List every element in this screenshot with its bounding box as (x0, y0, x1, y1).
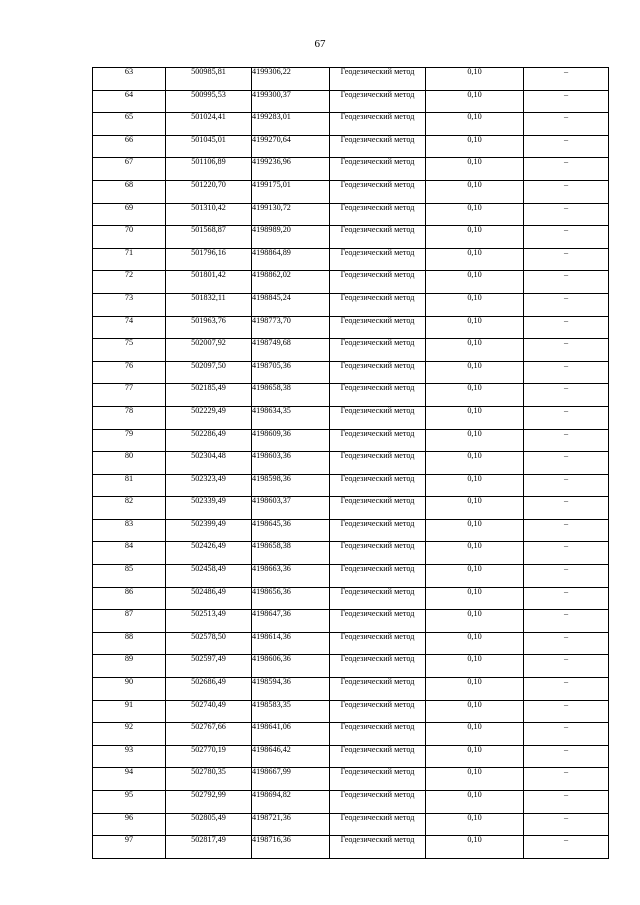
y-coordinate-cell: 4198862,02 (252, 271, 330, 294)
point-number-cell: 66 (93, 135, 166, 158)
accuracy-cell: 0,10 (426, 452, 524, 475)
method-cell: Геодезический метод (330, 723, 426, 746)
y-coordinate-cell: 4198721,36 (252, 813, 330, 836)
y-coordinate-cell: 4198645,36 (252, 519, 330, 542)
x-coordinate-cell: 502323,49 (166, 474, 252, 497)
accuracy-cell: 0,10 (426, 678, 524, 701)
method-cell: Геодезический метод (330, 406, 426, 429)
method-cell: Геодезический метод (330, 90, 426, 113)
y-coordinate-cell: 4198716,36 (252, 836, 330, 859)
note-cell: – (524, 203, 609, 226)
y-coordinate-cell: 4198989,20 (252, 226, 330, 249)
method-cell: Геодезический метод (330, 180, 426, 203)
x-coordinate-cell: 501801,42 (166, 271, 252, 294)
y-coordinate-cell: 4198641,06 (252, 723, 330, 746)
y-coordinate-cell: 4198594,36 (252, 678, 330, 701)
y-coordinate-cell: 4198634,35 (252, 406, 330, 429)
x-coordinate-cell: 501832,11 (166, 293, 252, 316)
method-cell: Геодезический метод (330, 361, 426, 384)
point-number-cell: 89 (93, 655, 166, 678)
accuracy-cell: 0,10 (426, 248, 524, 271)
y-coordinate-cell: 4198658,38 (252, 542, 330, 565)
accuracy-cell: 0,10 (426, 361, 524, 384)
table-row (93, 519, 609, 542)
note-cell: – (524, 384, 609, 407)
point-number-cell: 90 (93, 678, 166, 701)
method-cell: Геодезический метод (330, 135, 426, 158)
accuracy-cell: 0,10 (426, 655, 524, 678)
x-coordinate-cell: 502007,92 (166, 339, 252, 362)
table-row (93, 452, 609, 475)
accuracy-cell: 0,10 (426, 519, 524, 542)
accuracy-cell: 0,10 (426, 406, 524, 429)
method-cell: Геодезический метод (330, 610, 426, 633)
point-number-cell: 91 (93, 700, 166, 723)
x-coordinate-cell: 502458,49 (166, 565, 252, 588)
note-cell: – (524, 610, 609, 633)
point-number-cell: 72 (93, 271, 166, 294)
note-cell: – (524, 271, 609, 294)
method-cell: Геодезический метод (330, 203, 426, 226)
point-number-cell: 70 (93, 226, 166, 249)
accuracy-cell: 0,10 (426, 723, 524, 746)
note-cell: – (524, 474, 609, 497)
table-row (93, 339, 609, 362)
x-coordinate-cell: 502286,49 (166, 429, 252, 452)
note-cell: – (524, 339, 609, 362)
point-number-cell: 97 (93, 836, 166, 859)
method-cell: Геодезический метод (330, 632, 426, 655)
table-row (93, 474, 609, 497)
table-row (93, 158, 609, 181)
x-coordinate-cell: 501310,42 (166, 203, 252, 226)
accuracy-cell: 0,10 (426, 135, 524, 158)
accuracy-cell: 0,10 (426, 203, 524, 226)
table-row (93, 836, 609, 859)
y-coordinate-cell: 4198864,89 (252, 248, 330, 271)
table-row (93, 361, 609, 384)
note-cell: – (524, 542, 609, 565)
note-cell: – (524, 791, 609, 814)
y-coordinate-cell: 4198667,99 (252, 768, 330, 791)
table-row (93, 565, 609, 588)
point-number-cell: 75 (93, 339, 166, 362)
table-row (93, 68, 609, 91)
note-cell: – (524, 248, 609, 271)
accuracy-cell: 0,10 (426, 610, 524, 633)
y-coordinate-cell: 4199283,01 (252, 113, 330, 136)
method-cell: Геодезический метод (330, 542, 426, 565)
accuracy-cell: 0,10 (426, 745, 524, 768)
note-cell: – (524, 90, 609, 113)
y-coordinate-cell: 4198656,36 (252, 587, 330, 610)
method-cell: Геодезический метод (330, 293, 426, 316)
point-number-cell: 87 (93, 610, 166, 633)
y-coordinate-cell: 4198646,42 (252, 745, 330, 768)
accuracy-cell: 0,10 (426, 90, 524, 113)
table-row (93, 384, 609, 407)
method-cell: Геодезический метод (330, 158, 426, 181)
point-number-cell: 68 (93, 180, 166, 203)
method-cell: Геодезический метод (330, 68, 426, 91)
x-coordinate-cell: 502686,49 (166, 678, 252, 701)
x-coordinate-cell: 500985,81 (166, 68, 252, 91)
method-cell: Геодезический метод (330, 678, 426, 701)
table-row (93, 655, 609, 678)
x-coordinate-cell: 502339,49 (166, 497, 252, 520)
y-coordinate-cell: 4198845,24 (252, 293, 330, 316)
x-coordinate-cell: 501796,16 (166, 248, 252, 271)
note-cell: – (524, 158, 609, 181)
method-cell: Геодезический метод (330, 384, 426, 407)
method-cell: Геодезический метод (330, 339, 426, 362)
x-coordinate-cell: 502513,49 (166, 610, 252, 633)
accuracy-cell: 0,10 (426, 68, 524, 91)
accuracy-cell: 0,10 (426, 113, 524, 136)
accuracy-cell: 0,10 (426, 226, 524, 249)
accuracy-cell: 0,10 (426, 384, 524, 407)
table-row (93, 248, 609, 271)
point-number-cell: 85 (93, 565, 166, 588)
y-coordinate-cell: 4198705,36 (252, 361, 330, 384)
method-cell: Геодезический метод (330, 791, 426, 814)
x-coordinate-cell: 502304,48 (166, 452, 252, 475)
point-number-cell: 93 (93, 745, 166, 768)
accuracy-cell: 0,10 (426, 791, 524, 814)
point-number-cell: 82 (93, 497, 166, 520)
x-coordinate-cell: 502792,99 (166, 791, 252, 814)
table-row (93, 90, 609, 113)
x-coordinate-cell: 501568,87 (166, 226, 252, 249)
y-coordinate-cell: 4198598,36 (252, 474, 330, 497)
table-row (93, 180, 609, 203)
table-body (93, 68, 609, 859)
accuracy-cell: 0,10 (426, 339, 524, 362)
x-coordinate-cell: 501220,70 (166, 180, 252, 203)
table-row (93, 406, 609, 429)
method-cell: Геодезический метод (330, 271, 426, 294)
note-cell: – (524, 497, 609, 520)
point-number-cell: 67 (93, 158, 166, 181)
table-row (93, 203, 609, 226)
accuracy-cell: 0,10 (426, 158, 524, 181)
method-cell: Геодезический метод (330, 587, 426, 610)
table-row (93, 135, 609, 158)
x-coordinate-cell: 501106,89 (166, 158, 252, 181)
accuracy-cell: 0,10 (426, 700, 524, 723)
note-cell: – (524, 113, 609, 136)
note-cell: – (524, 723, 609, 746)
point-number-cell: 71 (93, 248, 166, 271)
point-number-cell: 79 (93, 429, 166, 452)
y-coordinate-cell: 4198658,38 (252, 384, 330, 407)
coordinates-table (92, 67, 609, 859)
accuracy-cell: 0,10 (426, 293, 524, 316)
y-coordinate-cell: 4198773,70 (252, 316, 330, 339)
y-coordinate-cell: 4199306,22 (252, 68, 330, 91)
accuracy-cell: 0,10 (426, 271, 524, 294)
accuracy-cell: 0,10 (426, 429, 524, 452)
table-row (93, 226, 609, 249)
method-cell: Геодезический метод (330, 316, 426, 339)
note-cell: – (524, 678, 609, 701)
method-cell: Геодезический метод (330, 452, 426, 475)
note-cell: – (524, 68, 609, 91)
table-row (93, 271, 609, 294)
x-coordinate-cell: 502229,49 (166, 406, 252, 429)
point-number-cell: 96 (93, 813, 166, 836)
point-number-cell: 81 (93, 474, 166, 497)
note-cell: – (524, 587, 609, 610)
method-cell: Геодезический метод (330, 248, 426, 271)
method-cell: Геодезический метод (330, 813, 426, 836)
accuracy-cell: 0,10 (426, 180, 524, 203)
y-coordinate-cell: 4199236,96 (252, 158, 330, 181)
y-coordinate-cell: 4199300,37 (252, 90, 330, 113)
table-row (93, 813, 609, 836)
accuracy-cell: 0,10 (426, 474, 524, 497)
point-number-cell: 76 (93, 361, 166, 384)
table-row (93, 293, 609, 316)
note-cell: – (524, 700, 609, 723)
accuracy-cell: 0,10 (426, 632, 524, 655)
point-number-cell: 95 (93, 791, 166, 814)
method-cell: Геодезический метод (330, 655, 426, 678)
x-coordinate-cell: 501963,76 (166, 316, 252, 339)
x-coordinate-cell: 502817,49 (166, 836, 252, 859)
point-number-cell: 83 (93, 519, 166, 542)
point-number-cell: 77 (93, 384, 166, 407)
note-cell: – (524, 452, 609, 475)
y-coordinate-cell: 4198663,36 (252, 565, 330, 588)
point-number-cell: 63 (93, 68, 166, 91)
method-cell: Геодезический метод (330, 429, 426, 452)
y-coordinate-cell: 4198603,36 (252, 452, 330, 475)
x-coordinate-cell: 502097,50 (166, 361, 252, 384)
table-row (93, 678, 609, 701)
y-coordinate-cell: 4198647,36 (252, 610, 330, 633)
note-cell: – (524, 135, 609, 158)
y-coordinate-cell: 4198609,36 (252, 429, 330, 452)
method-cell: Геодезический метод (330, 113, 426, 136)
note-cell: – (524, 226, 609, 249)
note-cell: – (524, 768, 609, 791)
note-cell: – (524, 813, 609, 836)
x-coordinate-cell: 500995,53 (166, 90, 252, 113)
x-coordinate-cell: 502740,49 (166, 700, 252, 723)
page-number: 67 (314, 38, 326, 50)
point-number-cell: 78 (93, 406, 166, 429)
x-coordinate-cell: 502597,49 (166, 655, 252, 678)
y-coordinate-cell: 4198614,36 (252, 632, 330, 655)
y-coordinate-cell: 4198749,68 (252, 339, 330, 362)
table-row (93, 768, 609, 791)
x-coordinate-cell: 502185,49 (166, 384, 252, 407)
accuracy-cell: 0,10 (426, 587, 524, 610)
x-coordinate-cell: 501045,01 (166, 135, 252, 158)
note-cell: – (524, 316, 609, 339)
y-coordinate-cell: 4199130,72 (252, 203, 330, 226)
point-number-cell: 80 (93, 452, 166, 475)
note-cell: – (524, 655, 609, 678)
table-row (93, 113, 609, 136)
method-cell: Геодезический метод (330, 836, 426, 859)
point-number-cell: 73 (93, 293, 166, 316)
point-number-cell: 64 (93, 90, 166, 113)
note-cell: – (524, 632, 609, 655)
accuracy-cell: 0,10 (426, 768, 524, 791)
y-coordinate-cell: 4198606,36 (252, 655, 330, 678)
table-row (93, 497, 609, 520)
note-cell: – (524, 406, 609, 429)
method-cell: Геодезический метод (330, 565, 426, 588)
table-row (93, 632, 609, 655)
accuracy-cell: 0,10 (426, 813, 524, 836)
point-number-cell: 69 (93, 203, 166, 226)
y-coordinate-cell: 4199270,64 (252, 135, 330, 158)
x-coordinate-cell: 502770,19 (166, 745, 252, 768)
x-coordinate-cell: 502578,50 (166, 632, 252, 655)
method-cell: Геодезический метод (330, 519, 426, 542)
table-row (93, 542, 609, 565)
note-cell: – (524, 519, 609, 542)
accuracy-cell: 0,10 (426, 542, 524, 565)
note-cell: – (524, 565, 609, 588)
y-coordinate-cell: 4199175,01 (252, 180, 330, 203)
y-coordinate-cell: 4198583,35 (252, 700, 330, 723)
accuracy-cell: 0,10 (426, 497, 524, 520)
x-coordinate-cell: 502767,66 (166, 723, 252, 746)
table-row (93, 700, 609, 723)
note-cell: – (524, 293, 609, 316)
note-cell: – (524, 361, 609, 384)
table-row (93, 791, 609, 814)
method-cell: Геодезический метод (330, 700, 426, 723)
point-number-cell: 94 (93, 768, 166, 791)
table-row (93, 723, 609, 746)
y-coordinate-cell: 4198603,37 (252, 497, 330, 520)
x-coordinate-cell: 502805,49 (166, 813, 252, 836)
table-row (93, 610, 609, 633)
point-number-cell: 84 (93, 542, 166, 565)
table-row (93, 745, 609, 768)
y-coordinate-cell: 4198694,82 (252, 791, 330, 814)
point-number-cell: 86 (93, 587, 166, 610)
accuracy-cell: 0,10 (426, 836, 524, 859)
x-coordinate-cell: 502399,49 (166, 519, 252, 542)
method-cell: Геодезический метод (330, 497, 426, 520)
accuracy-cell: 0,10 (426, 316, 524, 339)
x-coordinate-cell: 502426,49 (166, 542, 252, 565)
table-row (93, 429, 609, 452)
method-cell: Геодезический метод (330, 768, 426, 791)
note-cell: – (524, 745, 609, 768)
table-row (93, 316, 609, 339)
x-coordinate-cell: 502780,35 (166, 768, 252, 791)
method-cell: Геодезический метод (330, 745, 426, 768)
note-cell: – (524, 836, 609, 859)
point-number-cell: 88 (93, 632, 166, 655)
point-number-cell: 65 (93, 113, 166, 136)
point-number-cell: 92 (93, 723, 166, 746)
point-number-cell: 74 (93, 316, 166, 339)
note-cell: – (524, 429, 609, 452)
method-cell: Геодезический метод (330, 474, 426, 497)
method-cell: Геодезический метод (330, 226, 426, 249)
note-cell: – (524, 180, 609, 203)
x-coordinate-cell: 502486,49 (166, 587, 252, 610)
table-row (93, 587, 609, 610)
x-coordinate-cell: 501024,41 (166, 113, 252, 136)
accuracy-cell: 0,10 (426, 565, 524, 588)
